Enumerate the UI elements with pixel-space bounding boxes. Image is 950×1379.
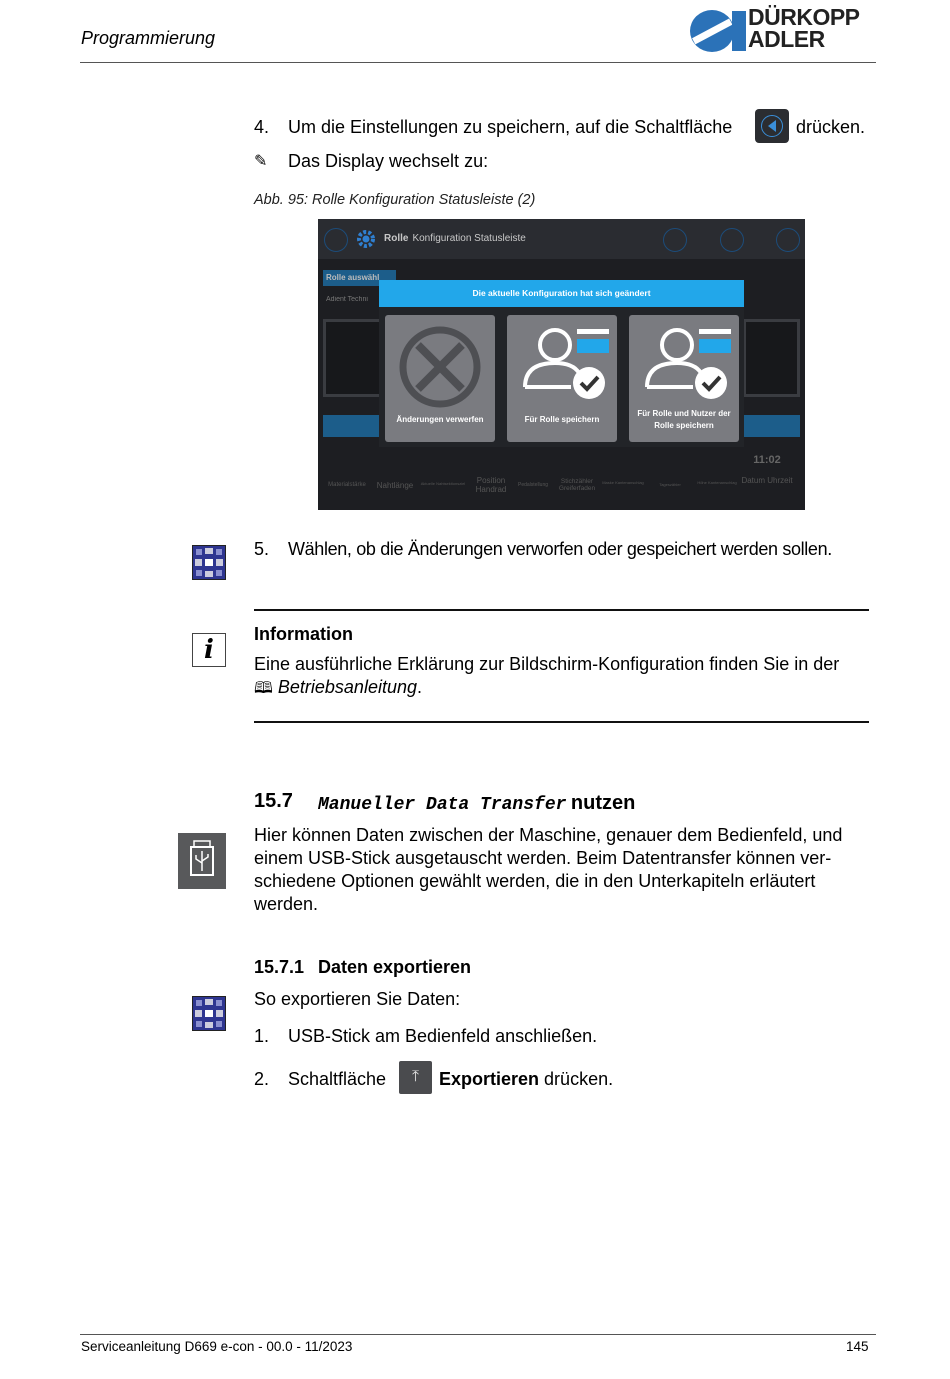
body-line: einem USB-Stick ausgetauscht werden. Beim Datentransfer können ver- — [254, 848, 832, 868]
tile-label: Für Rolle speichern — [524, 415, 600, 424]
back-arrow-icon — [768, 120, 776, 132]
export-button-image: ⤒ — [399, 1061, 432, 1094]
operator-panel-icon — [192, 996, 226, 1031]
modal-header: Die aktuelle Konfiguration hat sich geändert — [379, 280, 744, 307]
role-select-tab: Rolle auswähl — [323, 270, 396, 286]
screen-titlebar — [318, 219, 805, 259]
body-line: werden. — [254, 894, 319, 914]
footer-divider — [80, 1334, 876, 1335]
reference-period: . — [417, 677, 423, 697]
information-icon: i — [192, 633, 226, 667]
screen-title-sub: Konfiguration Statusleiste — [412, 233, 526, 244]
right-panel — [743, 319, 800, 397]
info-text: Eine ausführliche Erklärung zur Bildschirm-Konfiguration finden Sie in der — [254, 654, 840, 674]
body-line: Hier können Daten zwischen der Maschine, genauer dem Bedienfeld, und — [254, 825, 843, 845]
brand-line-1: DÜRKOPP — [748, 4, 860, 30]
discard-changes-tile — [385, 315, 495, 442]
step-4-text-end: drücken. — [796, 117, 866, 137]
save-role-and-users-tile — [629, 315, 739, 442]
brand-name — [748, 6, 860, 50]
usb-icon — [178, 833, 226, 889]
screen-figure — [318, 219, 805, 510]
info-top-rule — [254, 609, 869, 611]
step-number: 4. — [254, 117, 270, 137]
section-heading — [318, 792, 635, 815]
user-check-icon — [521, 325, 611, 401]
save-role-tile — [507, 315, 617, 442]
status-item: Materialstärke — [328, 482, 366, 488]
result-text: Das Display wechselt zu: — [288, 151, 489, 171]
body-line: schiedene Optionen gewählt werden, die in den Unterkapiteln erläutert — [254, 871, 816, 891]
export-step-2-text: Schaltfläche — [288, 1069, 387, 1089]
section-number: 15.7 — [254, 790, 293, 812]
info-bottom-rule — [254, 721, 869, 723]
status-item: Pedalstellung — [517, 482, 549, 488]
back-button-image — [755, 109, 789, 143]
help-icon — [663, 228, 687, 252]
back-icon — [324, 228, 348, 252]
subsection-number: 15.7.1 — [254, 957, 305, 977]
status-bar — [323, 447, 800, 505]
section-title-mono: Manueller Data Transfer — [318, 795, 567, 815]
subsection-intro: So exportieren Sie Daten: — [254, 989, 461, 1009]
result-arrow-icon: ✎ — [254, 153, 268, 170]
step-5-number: 5. — [254, 539, 270, 559]
export-step-2-rest — [439, 1069, 613, 1090]
export-label: Exportieren — [439, 1069, 540, 1089]
footer-document-id: Serviceanleitung D669 e-con - 00.0 - 11/2023 — [81, 1339, 353, 1354]
export-step-2-end: drücken. — [544, 1069, 614, 1089]
figure-caption: Abb. 95: Rolle Konfiguration Statusleiste (2) — [254, 192, 536, 208]
status-item: Nahtlänge — [376, 481, 414, 490]
status-item: Datum Uhrzeit — [741, 476, 793, 485]
screen-title — [384, 233, 526, 244]
brand-line-2: ADLER — [748, 26, 825, 52]
tile-label: Änderungen verwerfen — [396, 415, 484, 424]
user-check-icon — [643, 325, 733, 401]
export-step-2-number: 2. — [254, 1069, 270, 1089]
info-reference — [254, 677, 422, 704]
page-number: 145 — [846, 1339, 869, 1354]
step-5-text: Wählen, ob die Änderungen verworfen oder gespeichert werden sollen. — [288, 539, 832, 559]
status-item: Position Handrad — [475, 476, 507, 494]
book-icon: 🕮 — [254, 678, 273, 697]
status-item: Aktuelle Nahtsektionsziel — [420, 481, 466, 486]
left-panel — [323, 319, 383, 397]
status-item: Stichzähler Greiferfaden — [558, 478, 596, 492]
discard-icon — [398, 325, 482, 409]
gear-icon — [356, 229, 376, 249]
operator-panel-icon — [192, 545, 226, 580]
status-item: Maske Kantenanschlag — [602, 480, 644, 485]
status-item: Tageszähler — [659, 482, 681, 487]
screen-title-main: Rolle — [384, 233, 409, 244]
subsection-title: Daten exportieren — [318, 957, 472, 977]
step-4-text: Um die Einstellungen zu speichern, auf die Schaltfläche — [288, 117, 733, 137]
clock: 11:02 — [753, 454, 781, 466]
running-header-title: Programmierung — [81, 28, 216, 48]
status-item: Höhe Kantenanschlag — [697, 480, 737, 485]
home-icon — [720, 228, 744, 252]
reference-title: Betriebsanleitung — [277, 677, 417, 697]
role-name: Adient Techni — [326, 296, 368, 303]
export-step-1-number: 1. — [254, 1026, 270, 1046]
section-title-rest: nutzen — [570, 792, 636, 814]
logo-mark-icon — [688, 8, 748, 54]
menu-icon — [776, 228, 800, 252]
tile-label: Für Rolle und Nutzer der Rolle speichern — [637, 409, 731, 430]
header-divider — [80, 62, 876, 63]
info-title: Information — [254, 624, 353, 644]
step-4 — [254, 117, 269, 138]
section-body — [254, 824, 842, 916]
export-step-1-text: USB-Stick am Bedienfeld anschließen. — [288, 1026, 598, 1046]
